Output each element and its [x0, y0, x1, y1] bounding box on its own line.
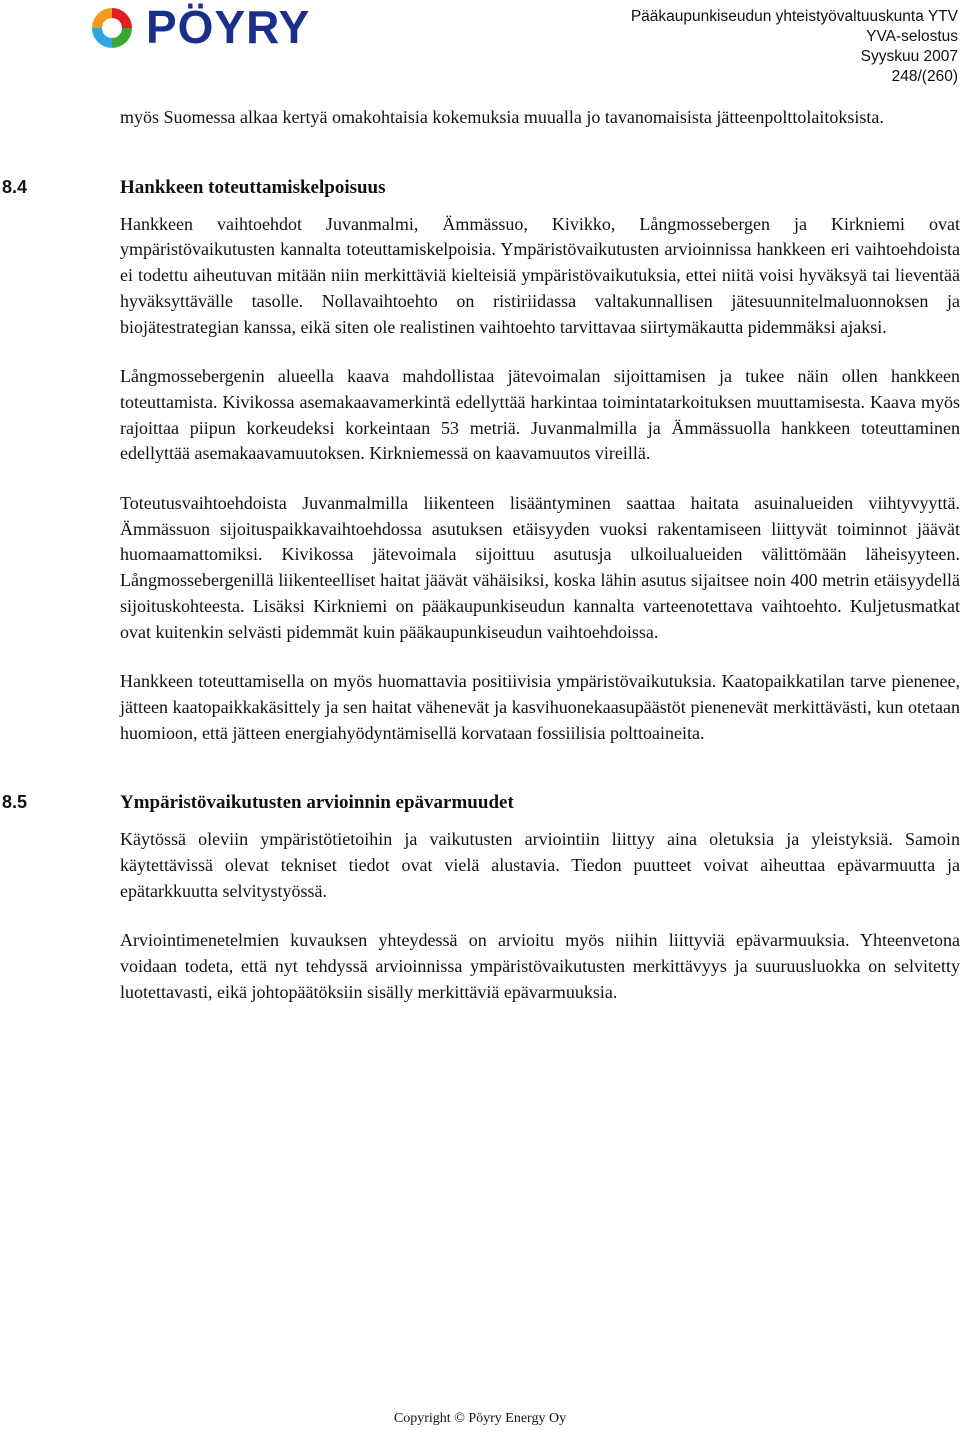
paragraph: Långmossebergenin alueella kaava mahdollistaa jätevoimalan sijoittamisen ja tukee näin ollen hankkeen toteuttamista. Kivikossa asemakaavamerkintä edellyttää harkintaa toimintatarkoituksen muuttamisesta. Kaava myös rajoittaa piipun korkeudeksi korkeintaan 53 metriä. Juvanmalmilla ja Ämmässuolla hankkeen toteuttaminen edellyttää asemakaavamuutoksen. Kirkniemessä on kaavamuutos vireillä.: [120, 366, 960, 464]
document-header-info: [631, 7, 958, 87]
section-number: 8.5: [2, 792, 28, 813]
section-heading-8-5: [2, 790, 960, 815]
section-heading-8-4: [2, 175, 960, 200]
paragraph: Hankkeen vaihtoehdot Juvanmalmi, Ämmässuo, Kivikko, Långmossebergen ja Kirkniemi ovat ympäristövaikutusten kannalta toteuttamiskelpoisia. Ympäristövaikutusten arvioinnissa hankkeen eri vaihtoehdoista ei todettu aiheutuvan mitään niin merkittäviä kielteisiä ympäristövaikutuksia, ettei niitä voisi hyväksyä tai lieventää hyväksyttävälle tasolle. Nollavaihtoehto on ristiriidassa valtakunnallisen jätesuunnitelmaluonnoksen ja biojätestrategian kanssa, eikä siten ole realistinen vaihtoehto tarvittavaa siirtymäkautta pidemmäksi ajaksi.: [120, 213, 960, 337]
paragraph: Arviointimenetelmien kuvauksen yhteydessä on arvioitu myös niihin liittyviä epävarmuuksia. Yhteenvetona voidaan todeta, että nyt tehdyssä arvioinnissa ympäristövaikutusten merkittävyys ja suuruusluokka on selvitetty luotettavasti, eikä johtopäätöksiin sisälly merkittäviä epävarmuuksia.: [120, 930, 960, 1002]
paragraph: Toteutusvaihtoehdoista Juvanmalmilla liikenteen lisääntyminen saattaa haitata asuinalueiden viihtyvyyttä. Ämmässuon sijoituspaikkavaihtoehdossa asutuksen etäisyyden vuoksi rakentamiseen liittyvät toiminnot jäävät huomaamattomiksi. Kivikossa jätevoimala sijoittuu asutusja ulkoilualueiden välittömään läheisyyteen. Långmossebergenillä liikenteelliset haitat jäävät vähäisiksi, koska lähin asutus sijaitsee noin 400 metrin etäisyydellä sijoituskohteesta. Lisäksi Kirkniemi on pääkaupunkiseudun kannalta varteenotettava vaihtoehto. Kuljetusmatkat ovat kuitenkin selvästi pidemmät kuin pääkaupunkiseudun vaihtoehdoissa.: [120, 493, 960, 642]
paragraph: Käytössä oleviin ympäristötietoihin ja vaikutusten arviointiin liittyy aina oletuksia ja yleistyksiä. Samoin käytettävissä olevat tekniset tiedot ovat vielä alustavia. Tiedon puutteet voivat aiheuttaa epävarmuutta ja epätarkkuutta selvitystyössä.: [120, 829, 960, 901]
company-logo: [88, 1, 338, 53]
section-title: Ympäristövaikutusten arvioinnin epävarmuudet: [120, 792, 514, 814]
organization-name: Pääkaupunkiseudun yhteistyövaltuuskunta YTV: [630, 8, 958, 25]
document-date: Syyskuu 2007: [860, 48, 958, 65]
intro-paragraph: myös Suomessa alkaa kertyä omakohtaisia kokemuksia muualla jo tavanomaisista jätteenpolttolaitoksista.: [120, 107, 884, 127]
logo-wordmark: PÖYRY: [146, 1, 311, 53]
copyright-footer: Copyright © Pöyry Energy Oy: [393, 1411, 567, 1426]
document-type: YVA-selostus: [866, 28, 958, 45]
section-number: 8.4: [2, 176, 28, 197]
document-body: [2, 105, 960, 1006]
section-title: Hankkeen toteuttamiskelpoisuus: [120, 176, 386, 198]
poyry-logo-icon: [88, 4, 136, 52]
page-number: 248/(260): [891, 68, 958, 85]
paragraph: Hankkeen toteuttamisella on myös huomattavia positiivisia ympäristövaikutuksia. Kaatopaikkatilan tarve pienenee, jätteen kaatopaikkakäsittely ja sen haitat vähenevät ja kasvihuonekaasupäästöt pienenevät merkittävästi, kun otetaan huomioon, että jätteen energiahyödyntämisellä korvataan fossiilisia polttoaineita.: [120, 671, 960, 743]
